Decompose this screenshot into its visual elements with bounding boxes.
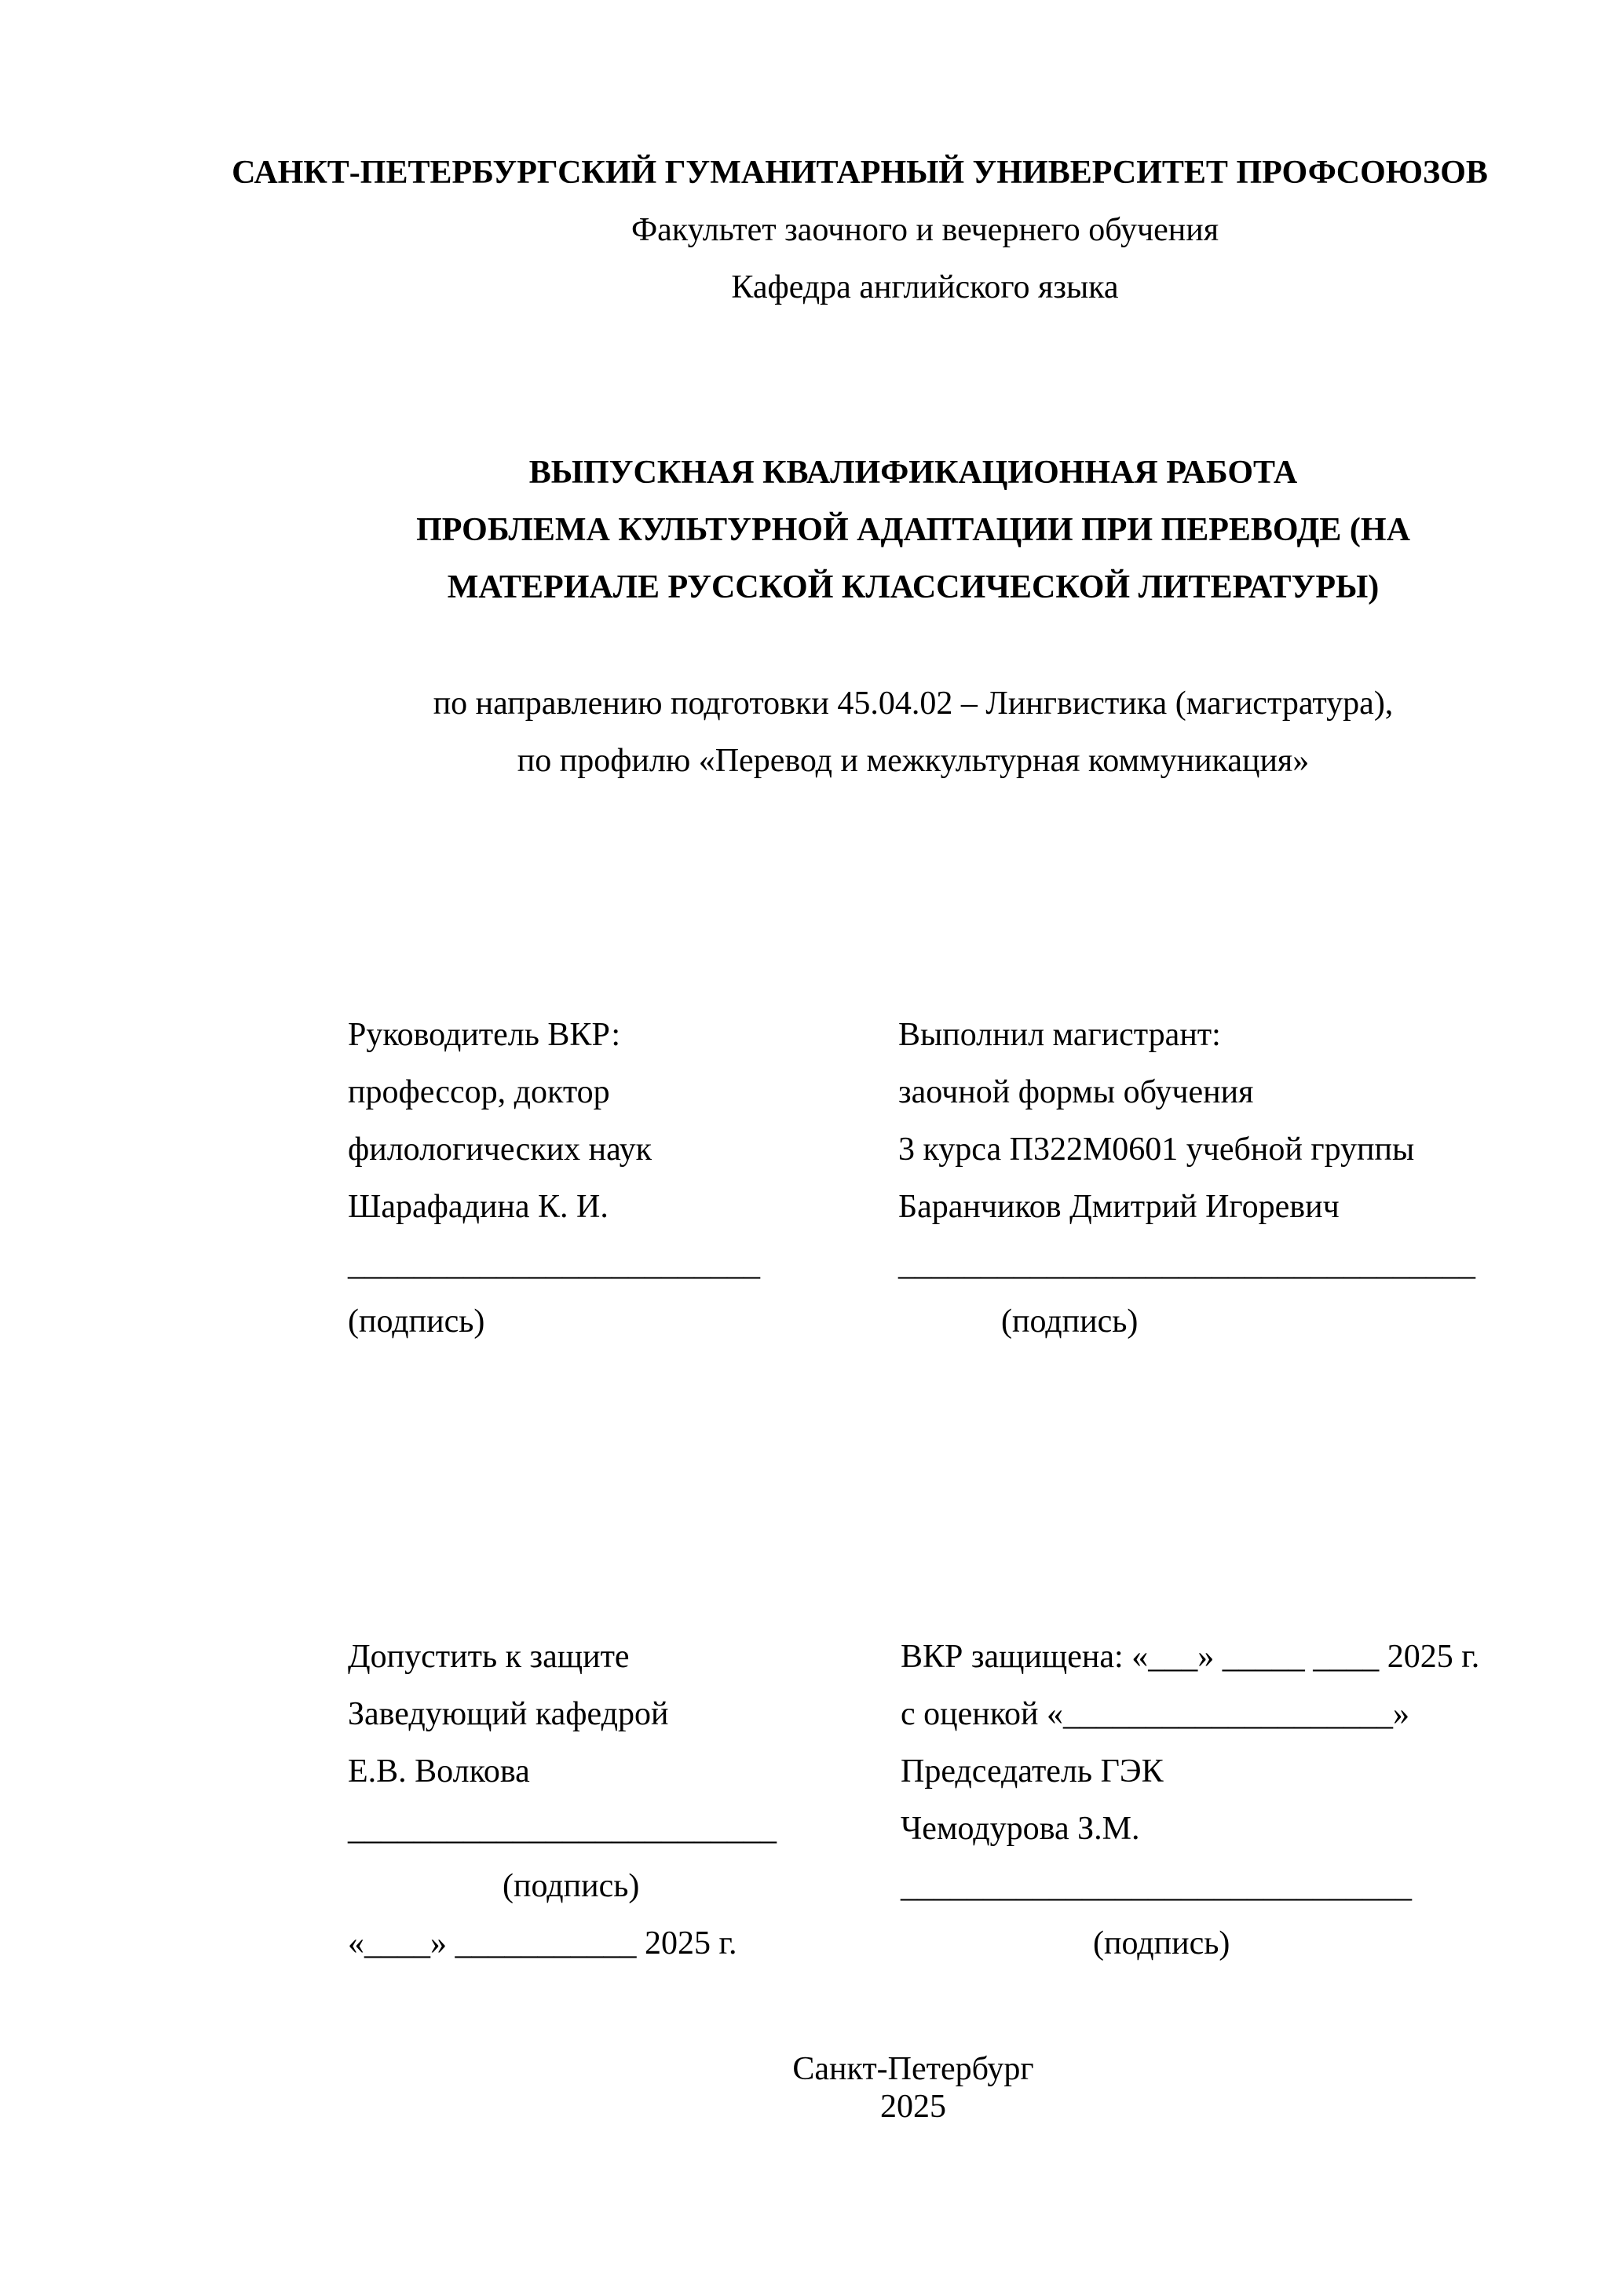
- student-block: [898, 1007, 1526, 1351]
- admission-signature-caption: (подпись): [503, 1868, 640, 1904]
- admission-head-name: Е.В. Волкова: [348, 1753, 530, 1790]
- defense-signature-line: _______________________________: [901, 1868, 1412, 1904]
- program-direction-line: по направлению подготовки 45.04.02 – Лингвистика (магистратура),: [433, 686, 1394, 722]
- admission-block: [348, 1629, 882, 1972]
- faculty-name: Факультет заочного и вечернего обучения: [631, 212, 1219, 248]
- faculty-department-block: [328, 202, 1522, 316]
- university-name: САНКТ-ПЕТЕРБУРГСКИЙ ГУМАНИТАРНЫЙ УНИВЕРСИТЕТ ПРОФСОЮЗОВ: [232, 155, 1488, 191]
- supervisor-degree-line-1: профессор, доктор: [348, 1074, 610, 1110]
- supervisor-name: Шарафадина К. И.: [348, 1189, 609, 1225]
- student-signature-caption: (подпись): [1001, 1303, 1139, 1340]
- work-title-block: [328, 444, 1498, 616]
- student-signature-line: ___________________________________: [898, 1246, 1475, 1282]
- admission-date-line: «____» ___________ 2025 г.: [348, 1925, 737, 1961]
- admission-line-1: Допустить к защите: [348, 1639, 630, 1675]
- work-title-line-2: МАТЕРИАЛЕ РУССКОЙ КЛАССИЧЕСКОЙ ЛИТЕРАТУРЫ): [447, 569, 1380, 605]
- defense-chair-role: Председатель ГЭК: [901, 1753, 1164, 1790]
- defense-defended-line: ВКР защищена: «___» _____ ____ 2025 г.: [901, 1639, 1480, 1675]
- supervisor-degree-line-2: филологических наук: [348, 1132, 652, 1168]
- student-mode: заочной формы обучения: [898, 1074, 1254, 1110]
- supervisor-role: Руководитель ВКР:: [348, 1017, 621, 1053]
- header-block: [196, 144, 1523, 202]
- supervisor-block: [348, 1007, 882, 1351]
- admission-signature-line: __________________________: [348, 1811, 777, 1847]
- work-title-line-1: ПРОБЛЕМА КУЛЬТУРНОЙ АДАПТАЦИИ ПРИ ПЕРЕВОДЕ (НА: [416, 512, 1410, 548]
- defense-signature-caption: (подпись): [1093, 1925, 1230, 1961]
- work-type-line: ВЫПУСКНАЯ КВАЛИФИКАЦИОННАЯ РАБОТА: [528, 455, 1298, 491]
- program-profile-line: по профилю «Перевод и межкультурная коммуникация»: [517, 743, 1310, 779]
- student-name: Баранчиков Дмитрий Игоревич: [898, 1189, 1340, 1225]
- student-role: Выполнил магистрант:: [898, 1017, 1221, 1053]
- admission-line-2: Заведующий кафедрой: [348, 1696, 669, 1732]
- footer-year: 2025: [880, 2089, 946, 2125]
- defense-block: [901, 1629, 1529, 1972]
- defense-grade-line: с оценкой «____________________»: [901, 1696, 1409, 1732]
- student-group: 3 курса П322М0601 учебной группы: [898, 1132, 1415, 1168]
- footer-city: Санкт-Петербург: [792, 2051, 1034, 2087]
- defense-chair-name: Чемодурова З.М.: [901, 1811, 1140, 1847]
- program-block: [328, 675, 1498, 790]
- supervisor-signature-line: _________________________: [348, 1246, 760, 1282]
- supervisor-signature-caption: (подпись): [348, 1303, 485, 1340]
- footer-block: [328, 2050, 1498, 2126]
- department-name: Кафедра английского языка: [731, 269, 1119, 305]
